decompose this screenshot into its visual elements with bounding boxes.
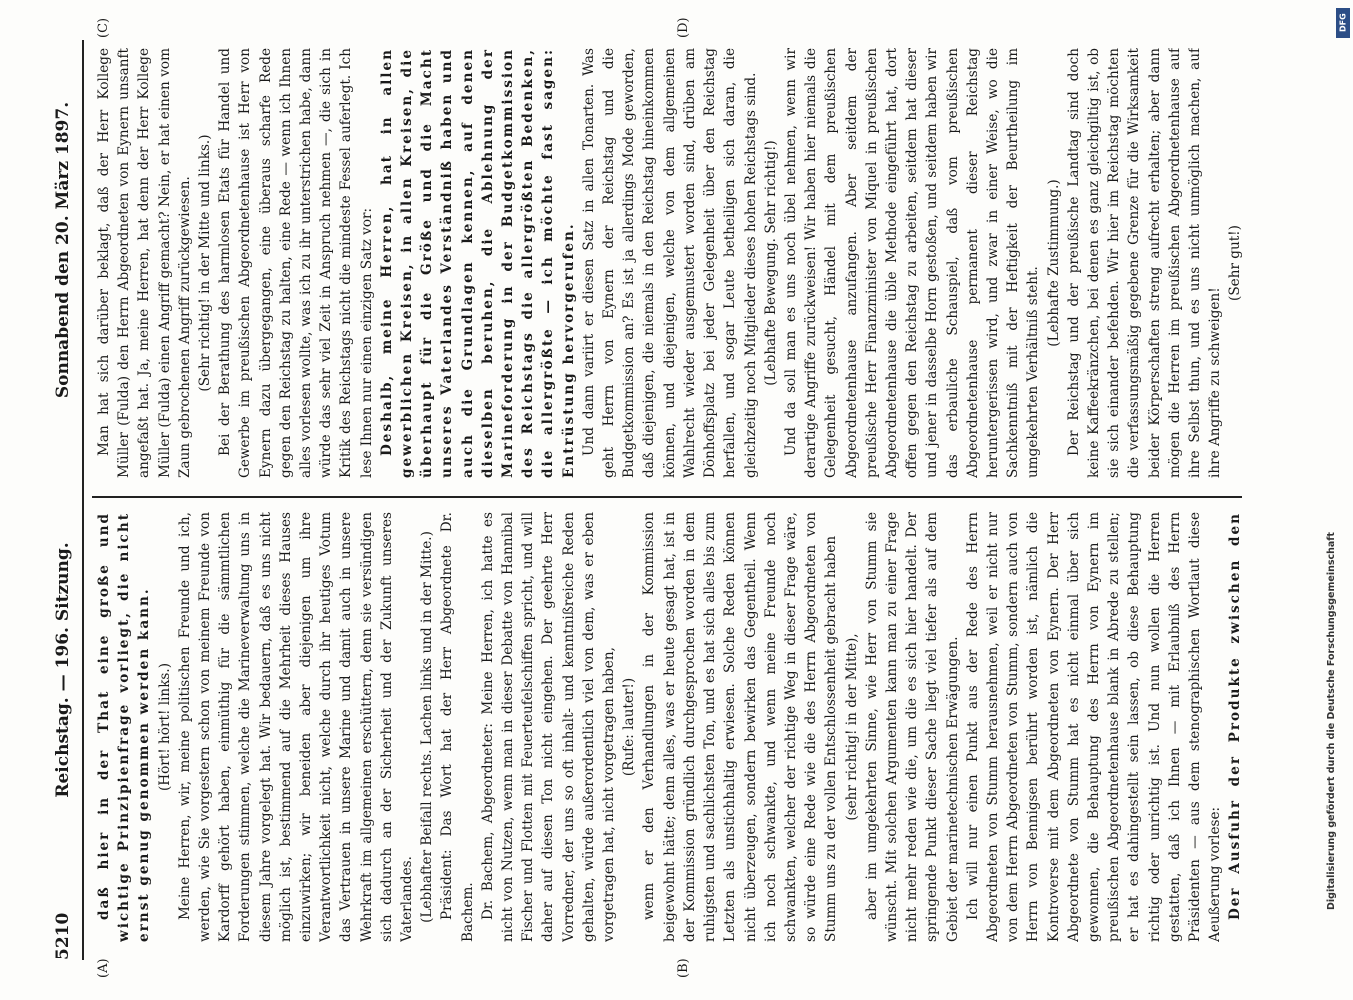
paragraph: wenn er den Verhandlungen in der Kommission beigewohnt hätte; denn alles, was er heute gesagt hat, ist in der Kommission gründlich durchgesprochen worden in dem ruhigsten und sachlichsten Ton, und es hat sich alles bis zum Letzten als unstichhaltig erwiesen. Solche Reden können nicht überzeugen, sondern bewirken das Gegentheil. Wenn ich noch schwankte, und wenn meine Freunde noch schwankten, welcher der richtige Weg in dieser Frage wäre, so würde eine Rede wie die des Herrn Abgeordneten von Stumm uns zu der vollen Entschlossenheit gebracht haben (641, 512, 840, 942)
digitization-notice-text: Digitalisierung gefördert durch die Deutsche Forschungsgemeinschaft (1326, 532, 1337, 910)
page-header (48, 40, 78, 960)
header-right-title: Sonnabend den 20. März 1897. (53, 101, 73, 399)
paragraph: (Lebhafte Bewegung. Sehr richtig!) (762, 140, 779, 386)
right-column (94, 48, 1244, 478)
paragraph: daß hier in der That eine große und wichtige Prinzipienfrage vorliegt, die nicht ernst genug genommen werden kann. (96, 512, 153, 942)
margin-marker-d: (D) (676, 17, 691, 38)
margin-marker-a: (A) (96, 958, 111, 978)
column-divider (92, 496, 1242, 498)
header-left-title: Reichstag. — 196. Sitzung. (53, 542, 73, 798)
paragraph: Man hat sich darüber beklagt, daß der Herr Kollege Müller (Fulda) den Herrn Abgeordneten von Eynern unsanft angefaßt hat. Ja, meine Herren, hat denn der Herr Kollege Müller (Fulda) einen Angriff gemacht? Nein, er hat einen vom Zaun gebrochenen Angriff zurückgewiesen. (96, 48, 193, 478)
paragraph: Der Ausfuhr der Produkte zwischen den (1227, 512, 1244, 920)
paragraph: Und dann variirt er diesen Satz in allen Tonarten. Was geht Herrn von Eynern der Reichstag und die Budgetkommission an? Es ist ja allerdings Mode geworden, daß diejenigen, die niemals in den Reichstag hineinkommen können, und diejenigen, welche von dem allgemeinen Wahlrecht wieder ausgemustert worden sind, drüben am Dönhoffsplatz bei jeder Gelegenheit über den Reichstag herfallen, und sogar Leute betheiligen sich daran, die gleichzeitig noch Mitglieder dieses hohen Reichstags sind. (580, 48, 759, 478)
paragraph: Bei der Berathung des harmlosen Etats für Handel und Gewerbe im preußischen Abgeordnetenhause ist Herr von Eynern dazu übergegangen, eine überaus scharfe Rede gegen den Reichstag zu halten, eine Rede — wenn ich Ihnen alles vorlesen wollte, was ich zu ihr unterstrichen habe, dann würde das sehr viel Zeit in Anspruch nehmen —, die sich in Kritik des Reichstags nicht die mindeste Fessel auferlegt. Ich lese Ihnen nur einen einzigen Satz vor: (217, 48, 375, 478)
paragraph: (Sehr richtig! in der Mitte und links.) (197, 134, 214, 392)
paragraph: (Rufe: lauter!) (621, 677, 638, 777)
paragraph: Ich will nur einen Punkt aus der Rede des Herrn Abgeordneten von Stumm herausnehmen, weil er nicht nur von dem Herrn Abgeordneten von Stumm, sondern auch von Herrn von Bennigsen berührt worden ist, nämlich die Kontroverse mit dem Abgeordneten von Eynern. Der Herr Abgeordnete von Stumm hat es nicht einmal über sich gewonnen, die Behauptung des Herrn von Eynern im preußischen Abgeordnetenhause blank in Abrede zu stellen; er hat es dahingestellt sein lassen, ob diese Behauptung richtig oder unrichtig ist. Und nun wollen die Herren gestatten, daß ich Ihnen — mit Erlaubniß des Herrn Präsidenten — aus dem stenographischen Wortlaut diese Aeußerung vorlese: (964, 512, 1224, 942)
paragraph: (Sehr gut!) (1227, 225, 1244, 301)
paragraph: (Hört! hört! links.) (156, 662, 173, 792)
margin-marker-b: (B) (676, 958, 691, 978)
paragraph: Der Reichstag und der preußische Landtag sind doch keine Kaffeekränzchen, bei denen es ganz gleichgiltig ist, ob sie sich einander befehden. Wir hier im Reichstag möchten die verfassungsmäßig gegebene Grenze für die Wirksamkeit beider Körperschaften streng aufrecht erhalten; aber dann mögen die Herren im preußischen Abgeordnetenhause auf ihre Selbst thun, und es uns nicht unmöglich machen, auf ihre Angriffe zu schweigen! (1065, 48, 1224, 478)
paragraph: Präsident: Das Wort hat der Herr Abgeordnete Dr. Bachem. (439, 512, 476, 942)
margin-marker-c: (C) (96, 17, 111, 38)
paragraph: (Lebhafte Zustimmung.) (1045, 179, 1062, 347)
paragraph: Meine Herren, wir, meine politischen Freunde und ich, werden, wie Sie vorgestern schon von meinem Freunde von Kardorff gehört haben, einmüthig für die sämmtlichen Forderungen stimmen, welche die Marineverwaltung uns in diesem Jahre vorgelegt hat. Wir bedauern, daß es uns nicht möglich ist, bestimmend auf die Mehrheit dieses Hauses einzuwirken; wir beneiden aber diejenigen um ihre Verantwortlichkeit nicht, welche durch ihr heutiges Votum das Vertrauen in unsere Marine und damit auch in unsere Wehrkraft im allgemeinen erschüttern, denn sie versündigen sich dadurch an der Sicherheit und der Zukunft unseres Vaterlandes. (176, 512, 416, 942)
dfg-logo: DFG (1336, 8, 1350, 38)
left-column (94, 512, 1244, 942)
paragraph: (sehr richtig! in der Mitte), (843, 633, 860, 821)
paragraph: aber im umgekehrten Sinne, wie Herr von Stumm sie wünscht. Mit solchen Argumenten kann man zu einer Frage nicht mehr reden wie die, um die es sich hier handelt. Der springende Punkt dieser Sache liegt viel tiefer als auf dem Gebiet der marinetechnischen Erwägungen. (863, 512, 961, 942)
paragraph: Deshalb, meine Herren, hat in allen gewerblichen Kreisen, in allen Kreisen, die überhaupt für die Größe und die Macht unseres Vaterlandes Verständniß haben und auch die Grundlagen kennen, auf denen dieselben beruhen, die Ablehnung der Marineforderung in der Budgetkommission des Reichstags die allergrößten Bedenken, die allergrößte — ich möchte fast sagen: Entrüstung hervorgerufen. (378, 48, 577, 478)
paragraph: Und da soll man es uns noch übel nehmen, wenn wir derartige Angriffe zurückweisen! Wir haben hier niemals die Gelegenheit gesucht, Händel mit dem preußischen Abgeordnetenhause anzufangen. Aber seitdem der preußische Herr Finanzminister von Miquel in preußischen Abgeordnetenhause die üble Methode eingeführt hat, dort offen gegen den Reichstag zu arbeiten, seitdem hat dieser und jener in dasselbe Horn gestoßen, und seitdem haben wir das erbauliche Schauspiel, daß vom preußischen Abgeordnetenhause permanent dieser Reichstag heruntergerissen wird, und zwar in einer Weise, wo die Sachkenntniß mit der Heftigkeit der Beurtheilung im umgekehrten Verhältniß steht. (782, 48, 1042, 478)
digitization-notice (1326, 30, 1350, 960)
paragraph: (Lebhafter Beifall rechts. Lachen links und in der Mitte.) (419, 531, 436, 923)
header-rule (82, 40, 84, 960)
paragraph: Dr. Bachem, Abgeordneter: Meine Herren, ich hatte es nicht von Nutzen, wenn man in dieser Debatte von Hannibal Fischer und Flotten mit Feuerteufelschiffen spricht, und will daher auf diesen Ton nicht eingehen. Der geehrte Herr Vorredner, der uns so oft inhalt- und kenntnißreiche Reden gehalten, würde außerordentlich viel von dem, was er eben vorgetragen hat, nicht vorgetragen haben, (479, 512, 618, 942)
page-number: 5210 (53, 912, 73, 960)
